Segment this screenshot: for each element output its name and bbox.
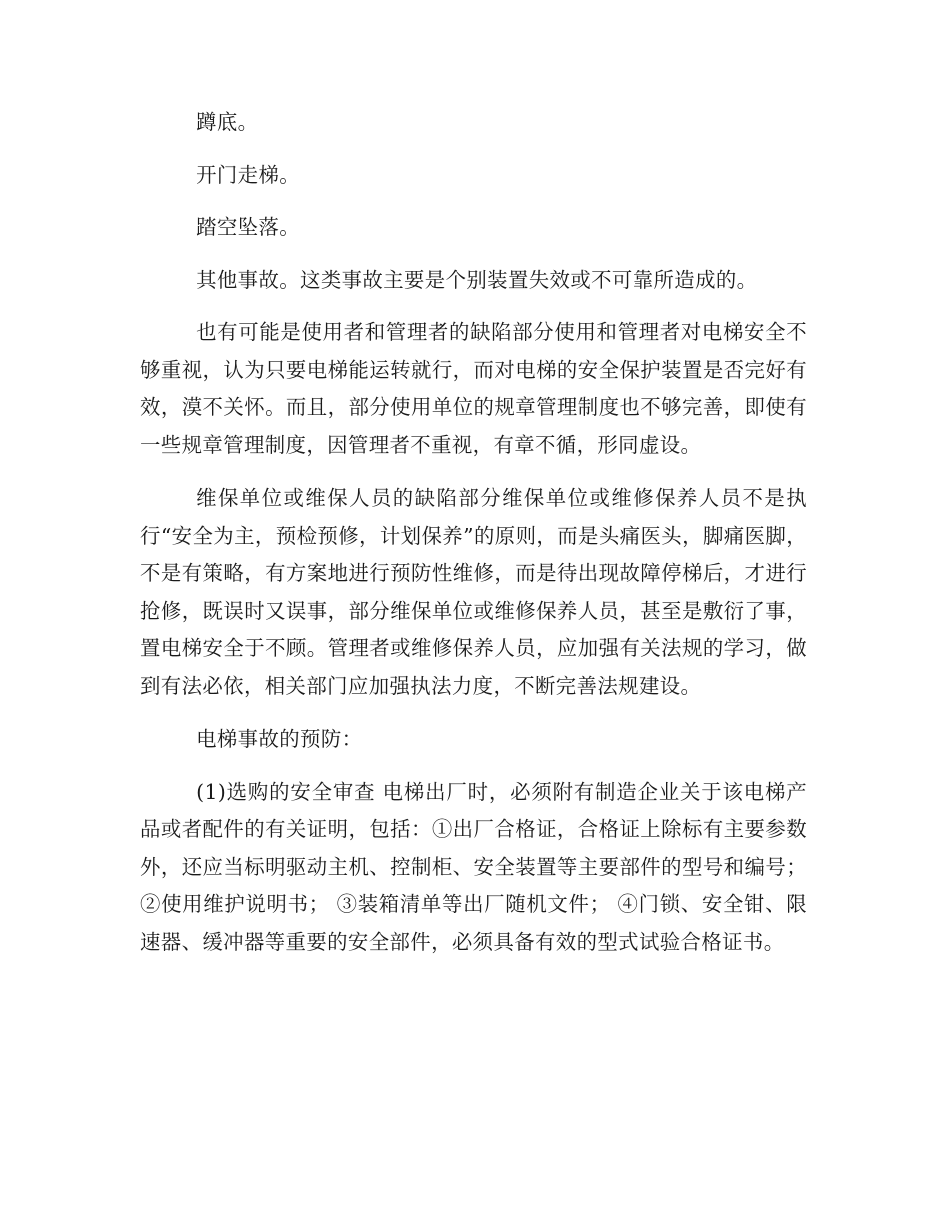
- paragraph-open-door-move: 开门走梯。: [196, 162, 301, 187]
- paragraph-squat-bottom: 蹲底。: [196, 110, 259, 134]
- paragraph-user-manager-defects: 也有可能是使用者和管理者的缺陷部分使用和管理者对电梯安全不够重视，认为只要电梯能运转就行，而对电梯的安全保护装置是否完好有效，漠不关怀。而且，部分使用单位的规章管理制度也不够完善，即使有一些规章管理制度，因管理者不重视，有章不循，形同虚设。: [140, 320, 807, 457]
- document-body: [140, 104, 807, 977]
- paragraph-purchase-review: (1)选购的安全审查 电梯出厂时，必须附有制造企业关于该电梯产品或者配件的有关证明，包括：①出厂合格证，合格证上除标有主要参数外，还应当标明驱动主机、控制柜、安全装置等主要部件的型号和编号； ②使用维护说明书； ③装箱清单等出厂随机文件； ④门锁、安全钳、限速器、缓冲器等重要的安全部件，必须具备有效的型式试验合格证书。: [140, 779, 807, 954]
- paragraph-maintenance-defects: 维保单位或维保人员的缺陷部分维保单位或维修保养人员不是执行“安全为主，预检预修，计划保养”的原则，而是头痛医头，脚痛医脚，不是有策略，有方案地进行预防性维修，而是待出现故障停梯后，才进行抢修，既误时又误事，部分维保单位或维修保养人员，甚至是敷衍了事，置电梯安全于不顾。管理者或维修保养人员，应加强有关法规的学习，做到有法必依，相关部门应加强执法力度，不断完善法规建设。: [140, 486, 807, 698]
- paragraph-other-accidents: 其他事故。这类事故主要是个别装置失效或不可靠所造成的。: [196, 267, 758, 292]
- paragraph-prevention-heading: 电梯事故的预防：: [196, 727, 363, 751]
- paragraph-step-fall: 踏空坠落。: [196, 215, 301, 239]
